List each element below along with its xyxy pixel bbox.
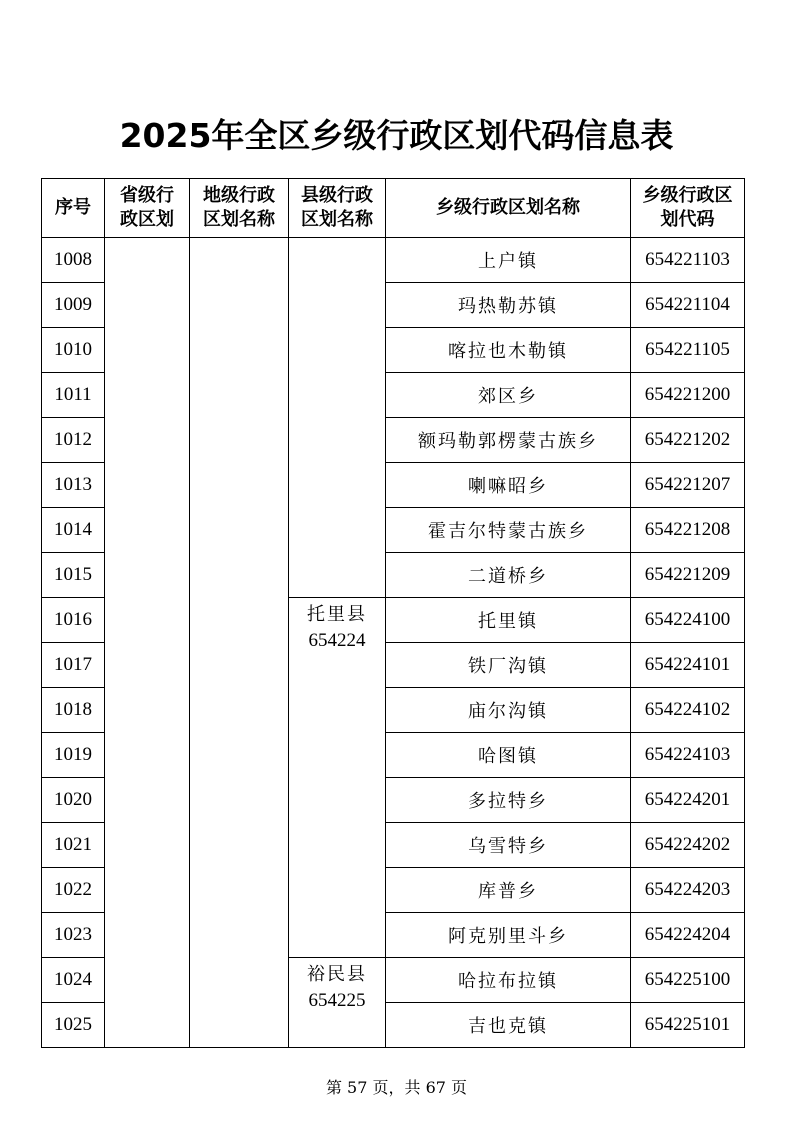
row-seq: 1023: [42, 913, 105, 958]
county-cell: [289, 238, 386, 598]
township-name: 二道桥乡: [386, 553, 631, 598]
header-seq: 序号: [42, 179, 105, 238]
page-title: 2025年全区乡级行政区划代码信息表: [119, 116, 674, 155]
header-prefecture: 地级行政 区划名称: [190, 179, 289, 238]
row-seq: 1016: [42, 598, 105, 643]
township-code: 654224204: [631, 913, 745, 958]
township-code: 654221103: [631, 238, 745, 283]
township-name: 哈拉布拉镇: [386, 958, 631, 1003]
township-code: 654221105: [631, 328, 745, 373]
county-code: 654225: [308, 990, 366, 1011]
township-code: 654224102: [631, 688, 745, 733]
county-name: 裕民县: [307, 964, 367, 985]
row-seq: 1010: [42, 328, 105, 373]
township-code: 654221202: [631, 418, 745, 463]
township-name: 霍吉尔特蒙古族乡: [386, 508, 631, 553]
township-name: 乌雪特乡: [386, 823, 631, 868]
township-code: 654221209: [631, 553, 745, 598]
township-name: 多拉特乡: [386, 778, 631, 823]
township-name: 喇嘛昭乡: [386, 463, 631, 508]
row-seq: 1025: [42, 1003, 105, 1048]
row-seq: 1017: [42, 643, 105, 688]
township-code: 654224100: [631, 598, 745, 643]
township-name: 阿克别里斗乡: [386, 913, 631, 958]
row-seq: 1019: [42, 733, 105, 778]
township-name: 吉也克镇: [386, 1003, 631, 1048]
township-code: 654225101: [631, 1003, 745, 1048]
header-county: 县级行政 区划名称: [289, 179, 386, 238]
township-code-table: [41, 178, 745, 1048]
township-name: 铁厂沟镇: [386, 643, 631, 688]
township-name: 托里镇: [386, 598, 631, 643]
row-seq: 1020: [42, 778, 105, 823]
township-code: 654221104: [631, 283, 745, 328]
header-township-name: 乡级行政区划名称: [386, 179, 631, 238]
row-seq: 1012: [42, 418, 105, 463]
row-seq: 1018: [42, 688, 105, 733]
table-row: [42, 238, 745, 283]
prefecture-cell: [190, 238, 289, 1048]
county-name: 托里县: [307, 604, 367, 625]
township-code: 654221200: [631, 373, 745, 418]
township-code: 654224201: [631, 778, 745, 823]
township-name: 喀拉也木勒镇: [386, 328, 631, 373]
header-row: [42, 179, 745, 238]
township-code: 654221208: [631, 508, 745, 553]
row-seq: 1009: [42, 283, 105, 328]
row-seq: 1008: [42, 238, 105, 283]
county-code: 654224: [308, 630, 366, 651]
township-name: 哈图镇: [386, 733, 631, 778]
township-code: 654224202: [631, 823, 745, 868]
township-code: 654224103: [631, 733, 745, 778]
township-name: 上户镇: [386, 238, 631, 283]
province-cell: [105, 238, 190, 1048]
row-seq: 1014: [42, 508, 105, 553]
township-code: 654224101: [631, 643, 745, 688]
township-name: 郊区乡: [386, 373, 631, 418]
row-seq: 1013: [42, 463, 105, 508]
township-name: 额玛勒郭楞蒙古族乡: [386, 418, 631, 463]
township-name: 库普乡: [386, 868, 631, 913]
header-province: 省级行 政区划: [105, 179, 190, 238]
township-name: 玛热勒苏镇: [386, 283, 631, 328]
township-code: 654224203: [631, 868, 745, 913]
county-cell: [289, 598, 386, 958]
township-code: 654221207: [631, 463, 745, 508]
county-cell: [289, 958, 386, 1048]
row-seq: 1011: [42, 373, 105, 418]
row-seq: 1022: [42, 868, 105, 913]
page-footer: 第 57 页，共 67 页: [325, 1078, 468, 1097]
row-seq: 1021: [42, 823, 105, 868]
header-township-code: 乡级行政区 划代码: [631, 179, 745, 238]
township-name: 庙尔沟镇: [386, 688, 631, 733]
row-seq: 1024: [42, 958, 105, 1003]
row-seq: 1015: [42, 553, 105, 598]
township-code: 654225100: [631, 958, 745, 1003]
